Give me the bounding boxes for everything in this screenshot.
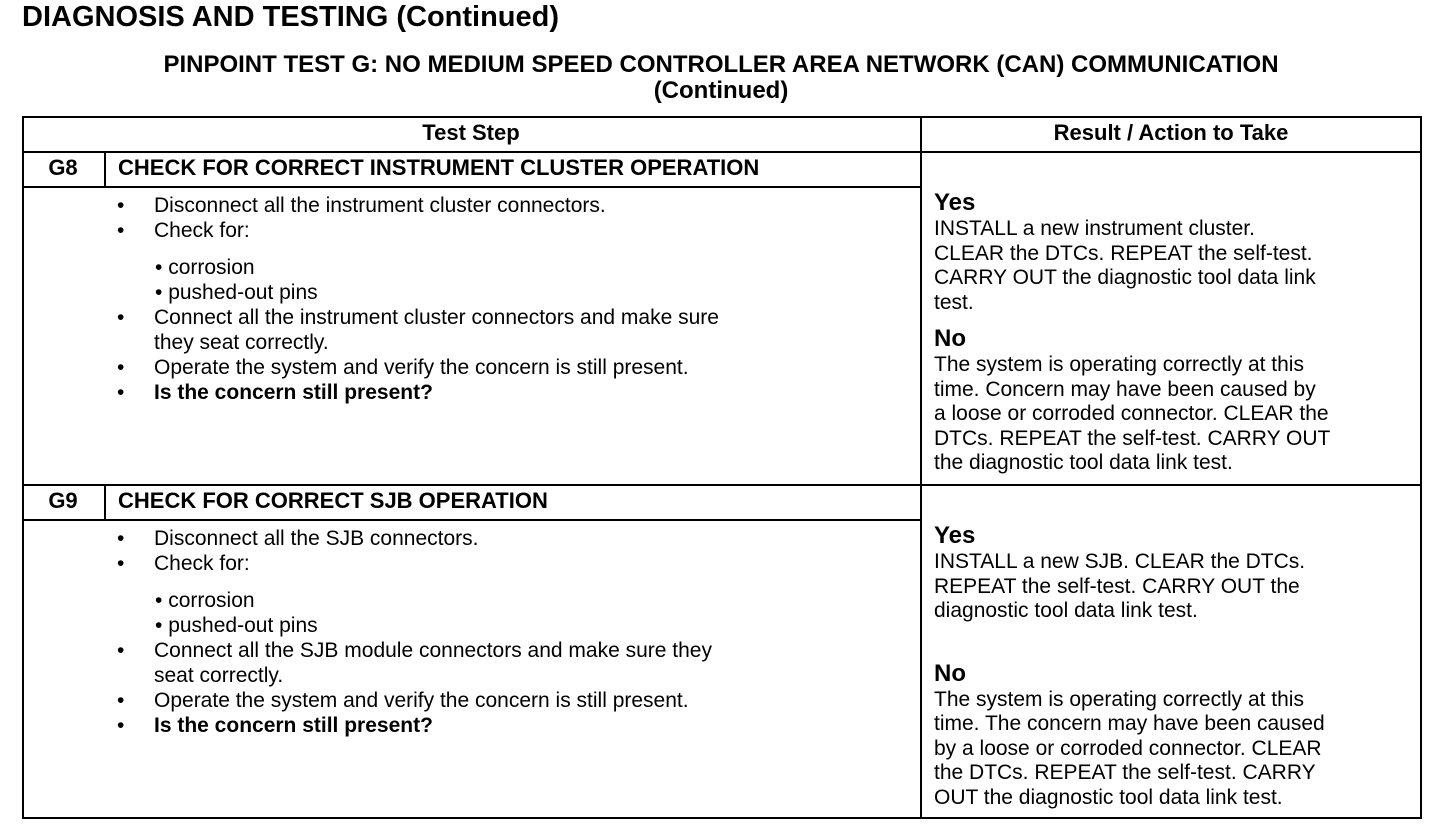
result-g9-no-line-1: The system is operating correctly at this <box>934 687 1304 711</box>
g9-sub-item-1 <box>155 588 255 613</box>
result-g8-yes-line-3: CARRY OUT the diagnostic tool data link <box>934 266 1316 289</box>
bullet-mark: • <box>117 552 125 575</box>
pinpoint-test-title-line1: PINPOINT TEST G: NO MEDIUM SPEED CONTROLLER AREA NETWORK (CAN) COMMUNICATION <box>163 51 1279 78</box>
result-g9-no-label: No <box>934 659 966 687</box>
result-g8-yes-line-2: CLEAR the DTCs. REPEAT the self-test. <box>934 241 1313 265</box>
header-result-action: Result / Action to Take <box>1053 120 1289 145</box>
result-g8-yes-line-1: INSTALL a new instrument cluster. <box>934 217 1255 240</box>
g8-title-divider <box>22 186 922 188</box>
g9-sub-item-2 <box>155 613 318 638</box>
g8-sub-item-2-text: pushed-out pins <box>168 281 318 304</box>
result-g9-yes-line-3: diagnostic tool data link test. <box>934 599 1198 622</box>
g9-bullet-3: Connect all the SJB module connectors and make sure they <box>154 639 712 662</box>
bullet-mark: • <box>117 194 125 217</box>
bullet-mark: • <box>117 639 125 662</box>
result-g9-no-line-2: time. The concern may have been caused <box>934 712 1325 735</box>
result-g9-no-line-3: by a loose or corroded connector. CLEAR <box>934 736 1322 760</box>
bullet-mark: • <box>117 306 125 329</box>
pinpoint-test-title <box>0 52 1442 104</box>
bullet-mark: • <box>117 381 125 404</box>
header-test-step: Test Step <box>422 120 520 145</box>
g9-sub-item-2-text: pushed-out pins <box>168 614 318 637</box>
result-g8-no-label: No <box>934 325 966 352</box>
pinpoint-test-table <box>22 116 1422 819</box>
g8-bullet-3-cont: they seat correctly. <box>154 331 329 354</box>
g9-bullet-1: Disconnect all the SJB connectors. <box>154 527 479 550</box>
result-g9-yes-line-1: INSTALL a new SJB. CLEAR the DTCs. <box>934 550 1306 573</box>
bullet-mark: • <box>117 527 125 550</box>
result-g8-no-line-1: The system is operating correctly at this <box>934 353 1304 376</box>
step-g9-instructions <box>117 526 907 806</box>
step-number-g8: G8 <box>48 155 78 180</box>
g8-bullet-2: Check for: <box>154 219 250 242</box>
g8-bullet-3: Connect all the instrument cluster connectors and make sure <box>154 306 719 329</box>
g8-sub-item-1-text: corrosion <box>168 256 255 279</box>
bullet-mark: • <box>117 219 125 242</box>
result-g9-yes-line-2: REPEAT the self-test. CARRY OUT the <box>934 574 1300 598</box>
g9-bullet-3-cont: seat correctly. <box>154 664 284 687</box>
g9-number-divider <box>104 484 106 521</box>
result-g8-no-line-4: DTCs. REPEAT the self-test. CARRY OUT <box>934 426 1331 450</box>
sub-bullet-mark: • <box>155 256 163 279</box>
result-g8-yes-label: Yes <box>934 189 976 216</box>
result-g9 <box>934 522 1418 810</box>
g8-bullet-4: Operate the system and verify the concern is still present. <box>154 356 689 379</box>
step-title-g8: CHECK FOR CORRECT INSTRUMENT CLUSTER OPERATION <box>118 155 760 180</box>
table-border-bottom <box>22 817 1422 819</box>
g8-number-divider <box>104 151 106 188</box>
result-g8-no-line-2: time. Concern may have been caused by <box>934 377 1316 401</box>
g9-bullet-4: Operate the system and verify the concern is still present. <box>154 689 689 712</box>
g8-sub-item-1 <box>155 255 255 280</box>
bullet-mark: • <box>117 356 125 379</box>
sub-bullet-mark: • <box>155 281 163 304</box>
result-g8-no-line-5: the diagnostic tool data link test. <box>934 451 1233 474</box>
result-g9-no-line-4: the DTCs. REPEAT the self-test. CARRY <box>934 761 1316 784</box>
result-g9-no-line-5: OUT the diagnostic tool data link test. <box>934 785 1283 809</box>
table-border-right <box>1420 116 1422 819</box>
column-divider <box>920 116 922 819</box>
bullet-mark: • <box>117 689 125 712</box>
sub-bullet-mark: • <box>155 589 163 612</box>
g9-bullet-2: Check for: <box>154 552 250 575</box>
table-border-left <box>22 116 24 819</box>
step-g8-instructions <box>117 193 907 473</box>
bullet-mark: • <box>117 714 125 737</box>
pinpoint-test-title-line2: (Continued) <box>653 77 789 104</box>
g9-question: Is the concern still present? <box>154 714 433 737</box>
result-g8-no-line-3: a loose or corroded connector. CLEAR the <box>934 402 1329 425</box>
g9-sub-item-1-text: corrosion <box>168 589 255 612</box>
g8-bullet-1: Disconnect all the instrument cluster connectors. <box>154 194 606 217</box>
g8-question: Is the concern still present? <box>154 381 433 404</box>
result-g8-yes-line-4: test. <box>934 290 974 314</box>
step-number-g9: G9 <box>48 488 78 513</box>
step-title-g9: CHECK FOR CORRECT SJB OPERATION <box>118 488 548 513</box>
sub-bullet-mark: • <box>155 614 163 637</box>
result-g8 <box>934 189 1418 476</box>
result-g9-yes-label: Yes <box>934 522 976 549</box>
g8-sub-item-2 <box>155 280 318 305</box>
page-title: DIAGNOSIS AND TESTING (Continued) <box>22 1 560 33</box>
g9-title-divider <box>22 519 922 521</box>
